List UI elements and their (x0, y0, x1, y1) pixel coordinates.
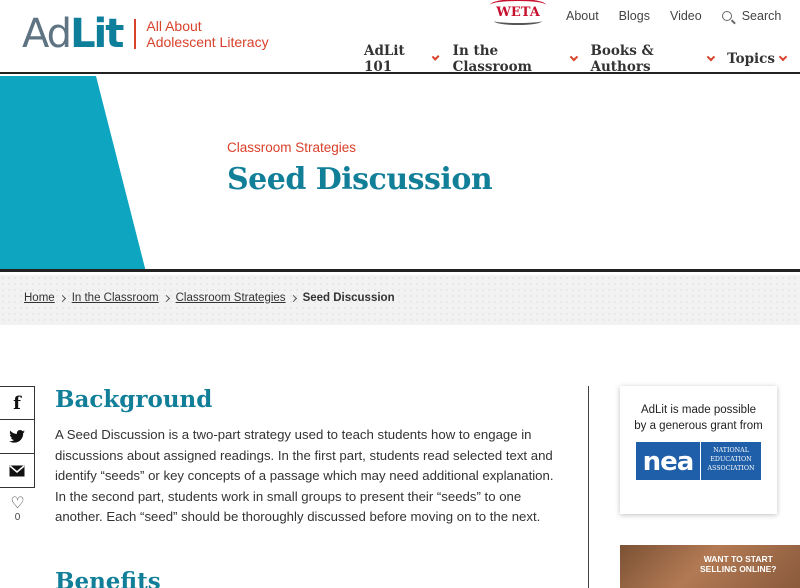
utility-nav (490, 5, 781, 27)
weta-logo[interactable]: WETA (490, 5, 546, 27)
logo-tagline: All About Adolescent Literacy (146, 18, 269, 50)
nea-mark: nea (636, 442, 700, 480)
breadcrumb-band (0, 275, 800, 325)
share-bar (0, 386, 35, 530)
like-count: 0 (14, 511, 21, 523)
breadcrumb-home[interactable]: Home (24, 292, 55, 304)
breadcrumb (24, 292, 395, 304)
chevron-right-icon (163, 294, 170, 301)
video-link[interactable]: Video (669, 9, 702, 23)
page-title: Seed Discussion (227, 162, 493, 197)
grant-card (620, 386, 777, 514)
grant-text: AdLit is made possible by a generous grant from (634, 404, 763, 432)
nea-wordmark: NATIONAL EDUCATION ASSOCIATION (700, 442, 761, 480)
heart-icon: ♡ (10, 494, 25, 512)
share-facebook-button[interactable] (0, 386, 35, 420)
chevron-down-icon (432, 53, 440, 61)
logo-divider (134, 19, 136, 49)
breadcrumb-in-the-classroom[interactable]: In the Classroom (71, 292, 159, 304)
site-header (0, 0, 800, 74)
chevron-down-icon (570, 53, 578, 61)
search-icon (722, 11, 732, 21)
search-label: Search (741, 9, 782, 23)
blogs-link[interactable]: Blogs (618, 9, 650, 23)
main-nav (364, 43, 800, 75)
nav-books-authors[interactable]: Books & Authors (590, 43, 713, 75)
hero-accent-shape (0, 76, 146, 272)
adlit-logo[interactable] (22, 12, 269, 56)
advertisement[interactable] (620, 545, 800, 588)
facebook-icon: f (13, 392, 21, 414)
nav-in-the-classroom[interactable]: In the Classroom (453, 43, 577, 75)
like-button[interactable] (0, 488, 35, 530)
ad-text: WANT TO START SELLING ONLINE? (700, 554, 777, 574)
share-twitter-button[interactable] (0, 420, 35, 454)
twitter-icon (9, 430, 25, 443)
email-icon (9, 465, 25, 477)
background-paragraph: A Seed Discussion is a two-part strategy used to teach students how to engage in discussions about assigned readings. In the first part, students read selected text and identify “seeds” or key concepts of a passage which may need additional explanation. In the second part, students work in small groups to present their “seeds” to one another. Each “seed” should be thoroughly discussed before moving on to the next. (55, 427, 554, 524)
nav-topics[interactable]: Topics (727, 43, 786, 75)
page-hero (0, 76, 800, 272)
about-link[interactable]: About (566, 9, 599, 23)
breadcrumb-classroom-strategies[interactable]: Classroom Strategies (175, 292, 286, 304)
page-category[interactable]: Classroom Strategies (227, 140, 357, 155)
chevron-down-icon (706, 53, 714, 61)
nav-adlit-101[interactable]: AdLit 101 (364, 43, 439, 75)
nea-logo[interactable] (636, 442, 761, 480)
section-heading-background: Background (55, 386, 213, 413)
search-button[interactable] (722, 9, 782, 23)
logo-wordmark: AdLit (22, 11, 123, 57)
chevron-right-icon (290, 294, 297, 301)
breadcrumb-current: Seed Discussion (302, 292, 395, 304)
chevron-right-icon (59, 294, 66, 301)
share-email-button[interactable] (0, 454, 35, 488)
article-body (55, 386, 565, 588)
content-divider (588, 386, 589, 588)
section-heading-benefits: Benefits (55, 568, 161, 588)
chevron-down-icon (779, 53, 787, 61)
